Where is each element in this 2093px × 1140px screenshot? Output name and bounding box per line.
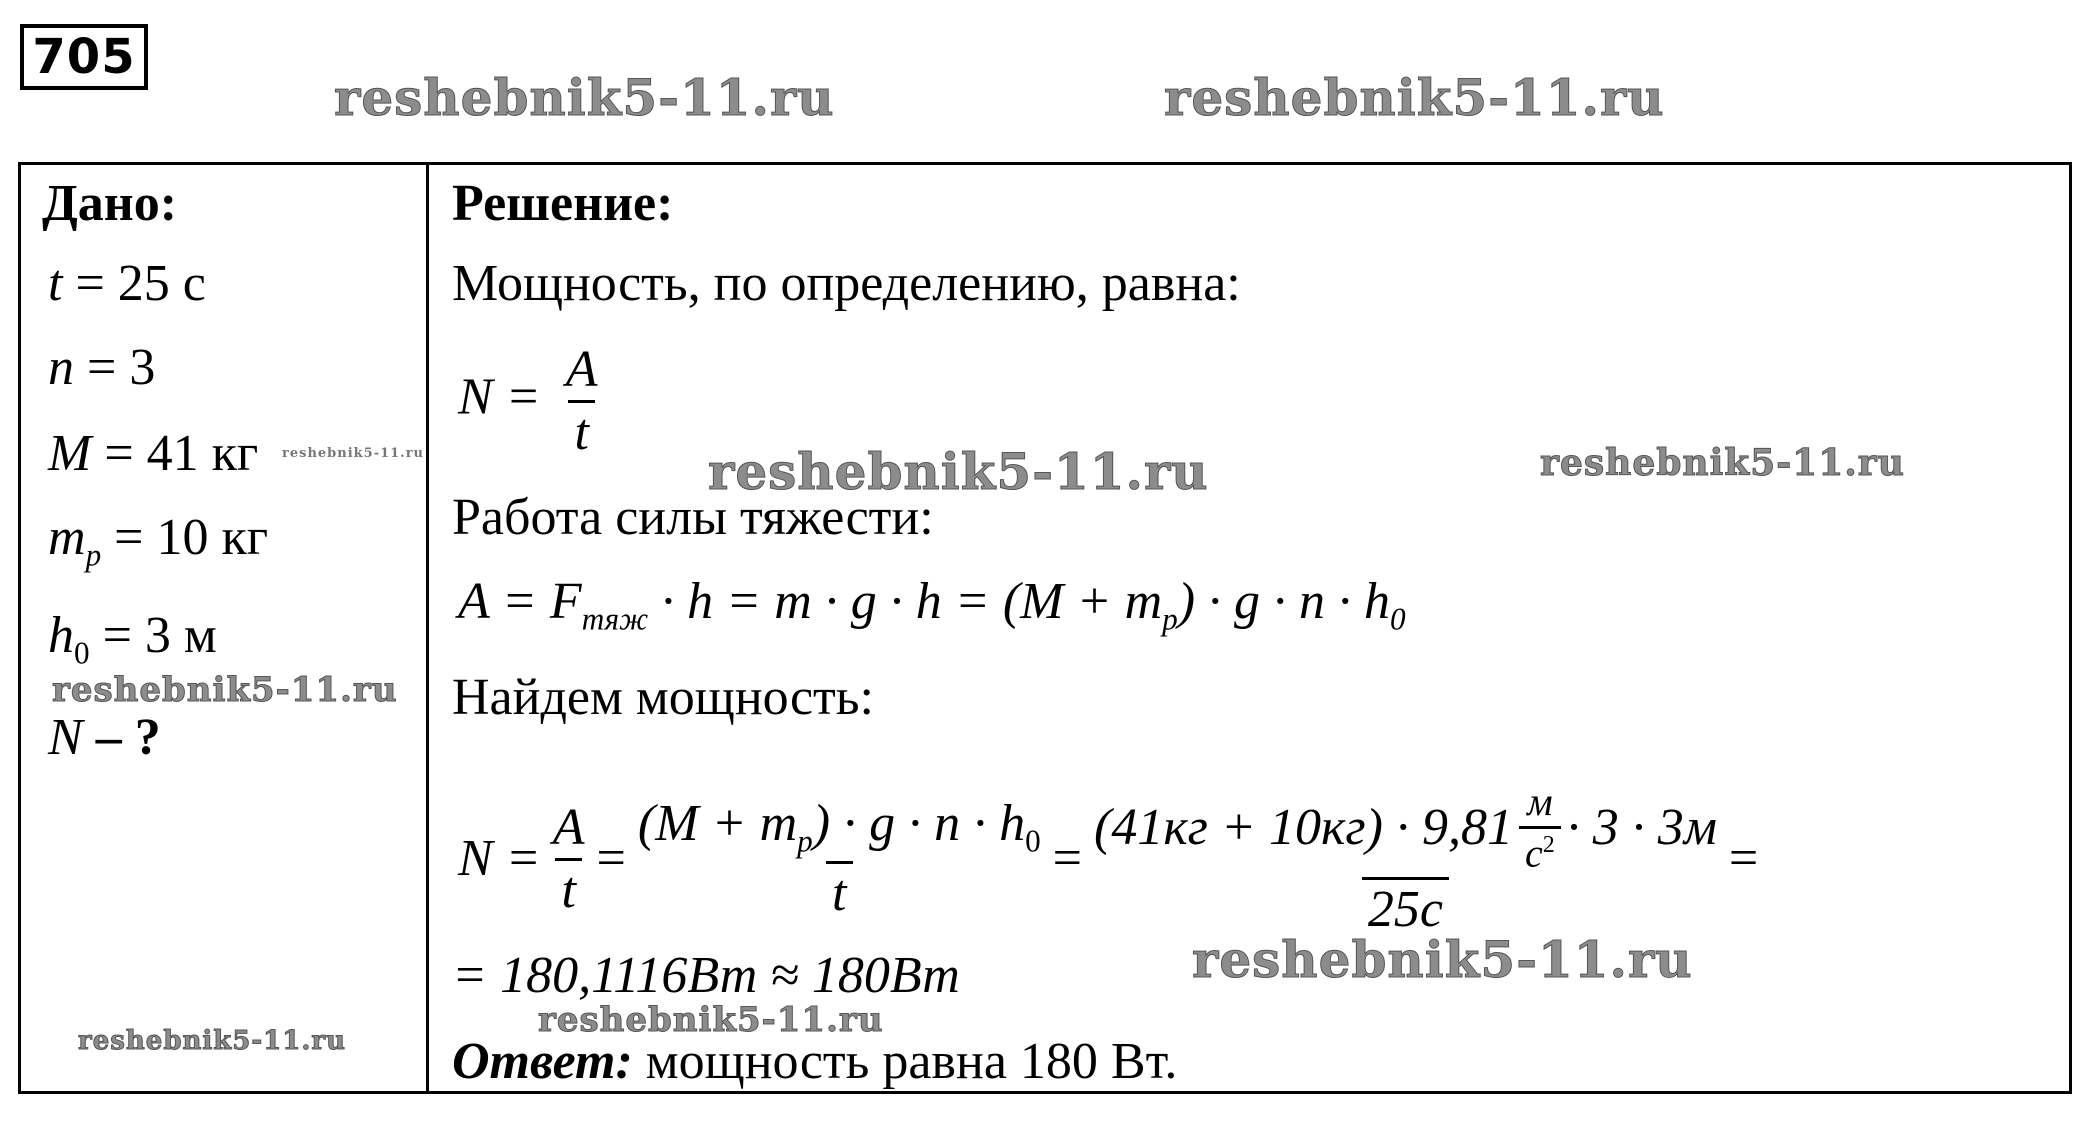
watermark: reshebnik5-11.ru: [282, 446, 425, 461]
given-mp: $m_p = 10$ кг: [48, 509, 269, 573]
problem-number: 705: [20, 24, 148, 90]
answer-line: Ответ: мощность равна 180 Вт.: [452, 1033, 1178, 1090]
given-h0: $h_0 = 3$ м: [48, 607, 217, 671]
column-divider: [426, 162, 429, 1094]
given-find: N – ?: [48, 709, 161, 766]
watermark: reshebnik5-11.ru: [538, 1000, 884, 1040]
watermark: reshebnik5-11.ru: [1192, 930, 1693, 989]
solution-line3: Найдем мощность:: [452, 669, 874, 726]
solution-line1: Мощность, по определению, равна:: [452, 255, 1241, 312]
watermark: reshebnik5-11.ru: [1540, 442, 1905, 484]
watermark: reshebnik5-11.ru: [334, 68, 835, 127]
given-n: n = 3: [48, 339, 156, 396]
formula-power-calc: N = $\frac{A}{t}$ = $\frac{(M + m_p) \cdot g \cdot n \cdot h_0}{t}$ = (41кг + 10кг) · 9,81 $\frac{м}{с^2}$ · 3 · 3м 25с =: [458, 779, 1759, 939]
watermark: reshebnik5-11.ru: [78, 1026, 347, 1056]
formula-work: $A = F_{тяж} \cdot h = m \cdot g \cdot h = (M + m_p) \cdot g \cdot n \cdot h_0$: [458, 573, 1406, 637]
solution-line2: Работа силы тяжести:: [452, 489, 934, 546]
watermark: reshebnik5-11.ru: [1164, 68, 1665, 127]
result-line: = 180,1116Вт ≈ 180Вт: [452, 947, 960, 1004]
formula-power-def: N = $\frac{A}{t}$: [458, 341, 598, 461]
given-heading: Дано:: [42, 175, 178, 232]
watermark: reshebnik5-11.ru: [52, 670, 398, 710]
watermark: reshebnik5-11.ru: [708, 442, 1209, 501]
solution-heading: Решение:: [452, 175, 674, 232]
given-M: M = 41 кг: [48, 425, 259, 482]
given-t: t = 25 с: [48, 255, 206, 312]
